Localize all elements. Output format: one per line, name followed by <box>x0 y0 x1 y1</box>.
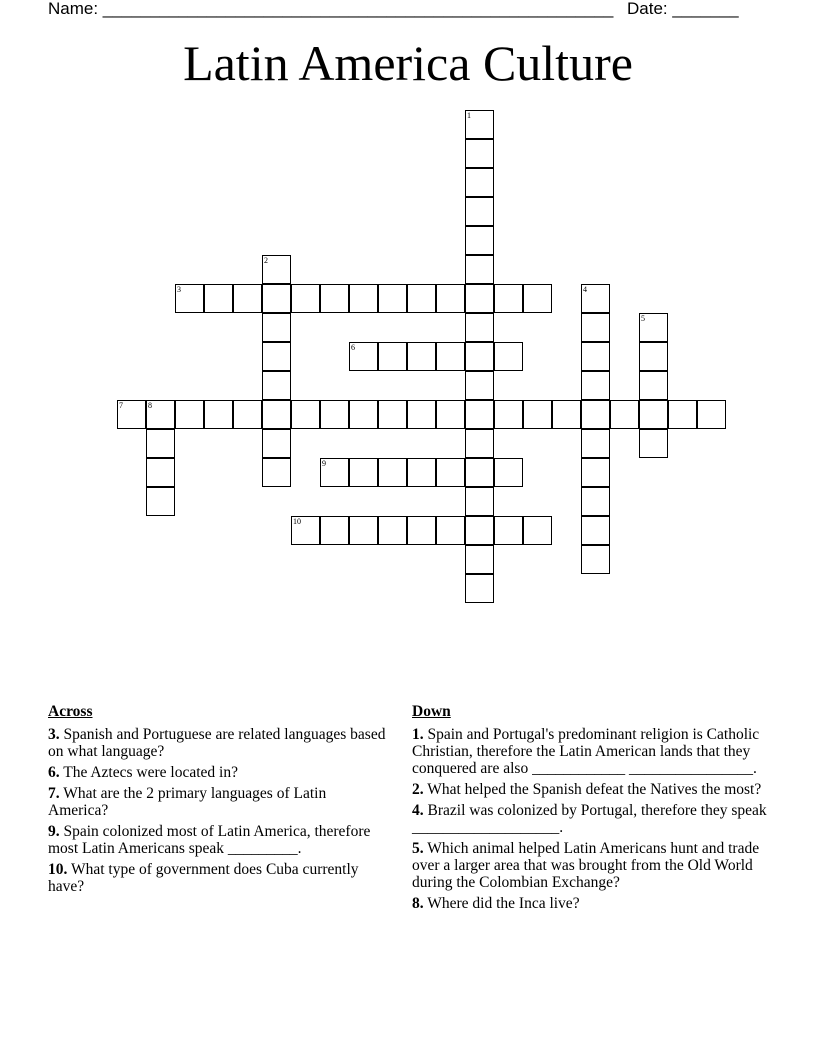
grid-cell[interactable] <box>407 458 436 487</box>
grid-cell[interactable] <box>465 313 494 342</box>
cell-number: 8 <box>148 401 152 410</box>
clue-number: 5. <box>412 840 424 857</box>
clue-number: 3. <box>48 726 60 743</box>
grid-cell[interactable] <box>407 342 436 371</box>
grid-cell[interactable] <box>262 313 291 342</box>
grid-cell[interactable] <box>465 168 494 197</box>
grid-cell[interactable] <box>233 400 262 429</box>
clue-text: What helped the Spanish defeat the Natives the most? <box>427 781 762 798</box>
date-field[interactable]: Date: _______ <box>627 0 739 18</box>
cell-number: 3 <box>177 285 181 294</box>
grid-cell[interactable] <box>378 284 407 313</box>
grid-cell[interactable] <box>146 458 175 487</box>
grid-cell[interactable] <box>175 284 204 313</box>
grid-cell[interactable] <box>349 400 378 429</box>
grid-cell[interactable] <box>552 400 581 429</box>
clue-down-2 <box>412 781 777 798</box>
grid-cell[interactable] <box>436 516 465 545</box>
grid-cell[interactable] <box>262 284 291 313</box>
grid-cell[interactable] <box>407 516 436 545</box>
grid-cell[interactable] <box>610 400 639 429</box>
grid-cell[interactable] <box>146 487 175 516</box>
grid-cell[interactable] <box>146 400 175 429</box>
clue-across-3 <box>48 726 388 760</box>
grid-cell[interactable] <box>262 429 291 458</box>
clue-text: What type of government does Cuba currently have? <box>48 861 359 895</box>
grid-cell[interactable] <box>262 458 291 487</box>
clue-across-10 <box>48 861 388 895</box>
across-clues <box>48 703 388 899</box>
grid-cell[interactable] <box>262 255 291 284</box>
grid-cell[interactable] <box>581 313 610 342</box>
grid-cell[interactable] <box>668 400 697 429</box>
grid-cell[interactable] <box>581 400 610 429</box>
grid-cell[interactable] <box>349 458 378 487</box>
grid-cell[interactable] <box>262 342 291 371</box>
grid-cell[interactable] <box>465 371 494 400</box>
clue-text: Spain colonized most of Latin America, therefore most Latin Americans speak _________. <box>48 823 371 857</box>
grid-cell[interactable] <box>465 284 494 313</box>
grid-cell[interactable] <box>320 458 349 487</box>
clue-down-8 <box>412 895 777 912</box>
clue-number: 4. <box>412 802 424 819</box>
grid-cell[interactable] <box>465 400 494 429</box>
clue-across-7 <box>48 785 388 819</box>
cell-number: 2 <box>264 256 268 265</box>
cell-number: 10 <box>293 517 301 526</box>
grid-cell[interactable] <box>175 400 204 429</box>
clue-across-6 <box>48 764 388 781</box>
grid-cell[interactable] <box>697 400 726 429</box>
grid-cell[interactable] <box>465 574 494 603</box>
grid-cell[interactable] <box>320 516 349 545</box>
grid-cell[interactable] <box>494 458 523 487</box>
grid-cell[interactable] <box>291 400 320 429</box>
clue-text: Spanish and Portuguese are related languages based on what language? <box>48 726 386 760</box>
clue-number: 9. <box>48 823 60 840</box>
clue-text: What are the 2 primary languages of Latin America? <box>48 785 327 819</box>
grid-cell[interactable] <box>639 400 668 429</box>
grid-cell[interactable] <box>378 516 407 545</box>
grid-cell[interactable] <box>581 284 610 313</box>
clue-across-9 <box>48 823 388 857</box>
cell-number: 4 <box>583 285 587 294</box>
grid-cell[interactable] <box>465 545 494 574</box>
clue-down-1 <box>412 726 777 777</box>
grid-cell[interactable] <box>291 516 320 545</box>
grid-cell[interactable] <box>639 429 668 458</box>
page-title: Latin America Culture <box>183 35 633 91</box>
clue-number: 2. <box>412 781 424 798</box>
grid-cell[interactable] <box>581 458 610 487</box>
grid-cell[interactable] <box>494 342 523 371</box>
clue-down-5 <box>412 840 777 891</box>
grid-cell[interactable] <box>378 400 407 429</box>
grid-cell[interactable] <box>233 284 262 313</box>
cell-number: 7 <box>119 401 123 410</box>
clue-number: 10. <box>48 861 68 878</box>
across-heading: Across <box>48 703 93 720</box>
grid-cell[interactable] <box>465 139 494 168</box>
clue-number: 6. <box>48 764 60 781</box>
clue-number: 7. <box>48 785 60 802</box>
cell-number: 1 <box>467 111 471 120</box>
grid-cell[interactable] <box>407 284 436 313</box>
grid-cell[interactable] <box>494 516 523 545</box>
clue-text: Spain and Portugal's predominant religion is Catholic Christian, therefore the Latin American lands that they conquered are also ____________ ________________. <box>412 726 760 777</box>
grid-cell[interactable] <box>349 516 378 545</box>
grid-cell[interactable] <box>494 284 523 313</box>
grid-cell[interactable] <box>436 400 465 429</box>
grid-cell[interactable] <box>465 458 494 487</box>
grid-cell[interactable] <box>291 284 320 313</box>
grid-cell[interactable] <box>465 487 494 516</box>
down-clues <box>412 703 777 916</box>
grid-cell[interactable] <box>523 284 552 313</box>
clue-text: Brazil was colonized by Portugal, therefore they speak ___________________. <box>412 802 767 836</box>
grid-cell[interactable] <box>436 342 465 371</box>
grid-cell[interactable] <box>465 226 494 255</box>
grid-cell[interactable] <box>407 400 436 429</box>
grid-cell[interactable] <box>349 342 378 371</box>
grid-cell[interactable] <box>581 545 610 574</box>
grid-cell[interactable] <box>639 342 668 371</box>
grid-cell[interactable] <box>581 371 610 400</box>
grid-cell[interactable] <box>639 313 668 342</box>
grid-cell[interactable] <box>523 400 552 429</box>
grid-cell[interactable] <box>436 458 465 487</box>
grid-cell[interactable] <box>320 284 349 313</box>
clue-number: 1. <box>412 726 424 743</box>
grid-cell[interactable] <box>262 400 291 429</box>
grid-cell[interactable] <box>465 429 494 458</box>
grid-cell[interactable] <box>262 371 291 400</box>
grid-cell[interactable] <box>639 371 668 400</box>
grid-cell[interactable] <box>349 284 378 313</box>
cell-number: 9 <box>322 459 326 468</box>
grid-cell[interactable] <box>436 284 465 313</box>
grid-cell[interactable] <box>117 400 146 429</box>
grid-cell[interactable] <box>581 429 610 458</box>
clue-text: Which animal helped Latin Americans hunt and trade over a larger area that was brought from the Old World during the Colombian Exchange? <box>412 840 760 891</box>
grid-cell[interactable] <box>204 284 233 313</box>
grid-cell[interactable] <box>320 400 349 429</box>
grid-cell[interactable] <box>378 458 407 487</box>
grid-cell[interactable] <box>494 400 523 429</box>
grid-cell[interactable] <box>465 342 494 371</box>
down-heading: Down <box>412 703 451 720</box>
grid-cell[interactable] <box>204 400 233 429</box>
grid-cell[interactable] <box>581 487 610 516</box>
grid-cell[interactable] <box>465 197 494 226</box>
grid-cell[interactable] <box>581 342 610 371</box>
clue-text: The Aztecs were located in? <box>63 764 238 781</box>
grid-cell[interactable] <box>146 429 175 458</box>
grid-cell[interactable] <box>465 110 494 139</box>
grid-cell[interactable] <box>465 516 494 545</box>
grid-cell[interactable] <box>581 516 610 545</box>
grid-cell[interactable] <box>378 342 407 371</box>
clue-text: Where did the Inca live? <box>427 895 580 912</box>
name-field[interactable]: Name: ______________________________________________________ <box>48 0 614 18</box>
grid-cell[interactable] <box>523 516 552 545</box>
clue-down-4 <box>412 802 777 836</box>
grid-cell[interactable] <box>465 255 494 284</box>
cell-number: 6 <box>351 343 355 352</box>
cell-number: 5 <box>641 314 645 323</box>
clue-number: 8. <box>412 895 424 912</box>
